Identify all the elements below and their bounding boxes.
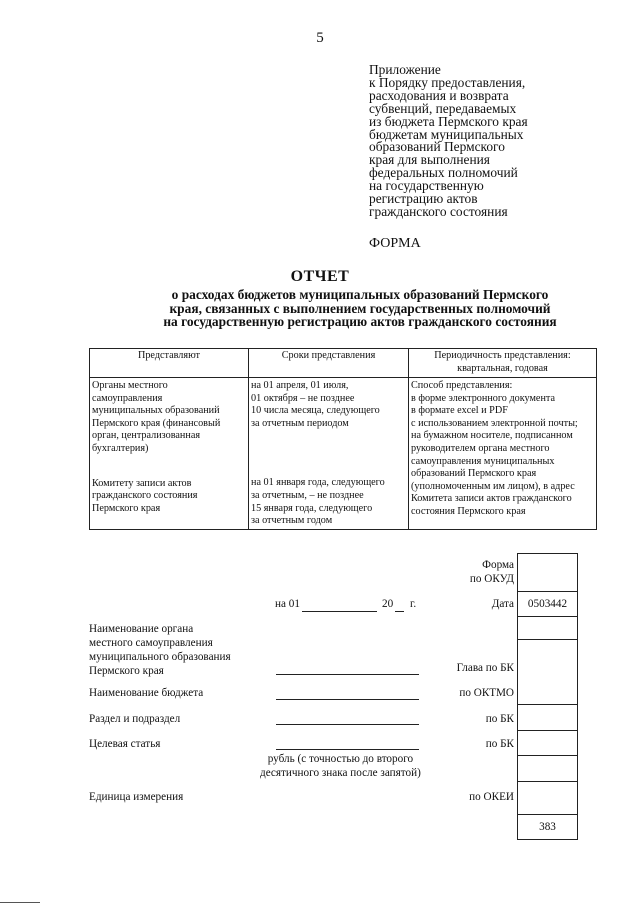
- appendix-line: из бюджета Пермского края: [369, 113, 528, 129]
- forma-label: Форма: [482, 559, 514, 571]
- date-label: Дата: [491, 598, 514, 610]
- header-periodicity: [409, 349, 597, 378]
- appendix-line: гражданского состояния: [369, 203, 508, 219]
- cell-line: самоуправления муниципальных: [411, 455, 555, 467]
- cell-line: состояния Пермского края: [411, 505, 526, 517]
- submission-schedule-table: [89, 348, 597, 530]
- deadlines-cell: [249, 378, 409, 530]
- cell-line: бухгалтерия): [92, 442, 149, 454]
- section-bk-label: по БК: [485, 713, 514, 725]
- subtitle-line: о расходах бюджетов муниципальных образований Пермского: [171, 287, 549, 302]
- section-label: Раздел и подраздел: [89, 713, 181, 725]
- org-name-line: местного самоуправления: [89, 637, 213, 649]
- cell-line: Комитета записи актов гражданского: [411, 493, 572, 505]
- date-year-prefix: 20: [382, 598, 394, 610]
- appendix-line: расходования и возврата: [369, 87, 509, 103]
- cell-line: за отчетным, – не позднее: [251, 489, 364, 501]
- appendix-line: на государственную: [369, 178, 484, 194]
- header-periodicity-line: Периодичность представления:: [434, 350, 571, 361]
- cell-line: на бумажном носителе, подписанном: [411, 430, 573, 442]
- subtitle-line: края, связанных с выполнением государственных полномочий: [169, 300, 551, 316]
- article-bk-code[interactable]: [517, 756, 578, 782]
- appendix-line: к Порядку предоставления,: [369, 74, 526, 90]
- submitters-cell: [90, 378, 249, 530]
- cell-line: на 01 января года, следующего: [251, 477, 385, 489]
- cell-line: Органы местного: [92, 380, 168, 391]
- org-name-line: муниципального образования: [89, 651, 231, 663]
- ruble-note-line: десятичного знака после запятой): [260, 767, 421, 779]
- subtitle-line: на государственную регистрацию актов гражданского состояния: [163, 314, 557, 329]
- unit-label: Единица измерения: [89, 791, 184, 803]
- page-number: 5: [316, 30, 324, 46]
- appendix-line: федеральных полномочий: [369, 165, 518, 181]
- oktmo-label: по ОКТМО: [459, 687, 514, 699]
- code-cell-blank: [517, 553, 578, 592]
- method-cell: [409, 378, 597, 530]
- cell-line: (уполномоченным им лицом), в адрес: [411, 480, 575, 492]
- form-label: ФОРМА: [369, 236, 421, 251]
- okei-label: по ОКЕИ: [469, 791, 514, 803]
- document-subtitle: [40, 288, 640, 329]
- cell-line: в форме электронного документа: [411, 392, 556, 404]
- cell-line: образований Пермского края: [411, 468, 537, 480]
- date-code[interactable]: [517, 617, 578, 640]
- article-bk-label: по БК: [485, 738, 514, 750]
- section-bk-code[interactable]: [517, 731, 578, 756]
- cell-spacer: [251, 430, 406, 477]
- header-submitters: Представляют: [90, 349, 249, 378]
- org-name-line: Пермского края: [89, 665, 164, 677]
- cell-line: руководителем органа местного: [411, 442, 550, 454]
- cell-line: Комитету записи актов: [92, 477, 192, 489]
- cell-line: 01 октября – не позднее: [251, 392, 355, 404]
- document-title: ОТЧЕТ: [290, 268, 350, 285]
- cell-line: муниципальных образований: [92, 405, 220, 417]
- table-row: [90, 378, 597, 530]
- cell-line: орган, централизованная: [92, 430, 201, 442]
- appendix-line: Приложение: [369, 62, 441, 77]
- cell-line: с использованием электронной почты;: [411, 417, 578, 429]
- appendix-line: края для выполнения: [369, 152, 490, 168]
- budget-name-field[interactable]: [276, 699, 419, 700]
- section-field[interactable]: [276, 724, 419, 725]
- cell-line: гражданского состояния: [92, 490, 198, 502]
- org-name-field[interactable]: [276, 674, 419, 675]
- date-day-month-field[interactable]: [302, 611, 377, 612]
- cell-spacer: [92, 456, 246, 478]
- appendix-line: образований Пермского: [369, 139, 505, 155]
- okud-code: 0503442: [517, 592, 578, 617]
- org-name-label: [89, 622, 231, 678]
- cell-line: за отчетным периодом: [251, 417, 349, 429]
- cell-line: Пермского края (финансовый: [92, 417, 221, 429]
- budget-name-label: Наименование бюджета: [89, 687, 204, 699]
- appendix-line: субвенций, передаваемых: [369, 100, 517, 116]
- oktmo-code[interactable]: [517, 705, 578, 731]
- cell-line: 10 числа месяца, следующего: [251, 405, 380, 417]
- cell-line: самоуправления: [92, 392, 163, 404]
- article-field[interactable]: [276, 749, 419, 750]
- appendix-line: бюджетам муниципальных: [369, 126, 524, 142]
- ruble-note-line: рубль (с точностью до второго: [267, 753, 414, 765]
- ruble-precision-note: [260, 752, 421, 780]
- date-year-field[interactable]: [395, 611, 404, 612]
- org-name-line: Наименование органа: [89, 623, 194, 635]
- header-periodicity-line: квартальная, годовая: [457, 362, 548, 374]
- cell-line: за отчетным годом: [251, 515, 333, 527]
- cell-line: 15 января года, следующего: [251, 502, 373, 514]
- cell-line: Пермского края: [92, 502, 161, 514]
- appendix-line: регистрацию актов: [369, 191, 478, 207]
- date-suffix: г.: [410, 598, 417, 610]
- cell-line: Способ представления:: [411, 380, 513, 391]
- glava-bk-code[interactable]: [517, 640, 578, 705]
- page-edge-rule: [0, 902, 40, 903]
- codes-column: [517, 553, 578, 840]
- table-header-row: [90, 349, 597, 378]
- date-prefix: на 01: [275, 598, 300, 610]
- cell-line: в формате excel и PDF: [411, 405, 508, 417]
- article-label: Целевая статья: [89, 738, 161, 750]
- appendix-note: [369, 64, 629, 219]
- okei-code: 383: [517, 814, 578, 840]
- glava-bk-label: Глава по БК: [456, 662, 514, 674]
- okud-label: по ОКУД: [469, 573, 514, 585]
- code-cell-spacer: [517, 782, 578, 814]
- header-deadlines: Сроки представления: [249, 349, 409, 378]
- cell-line: на 01 апреля, 01 июля,: [251, 380, 349, 391]
